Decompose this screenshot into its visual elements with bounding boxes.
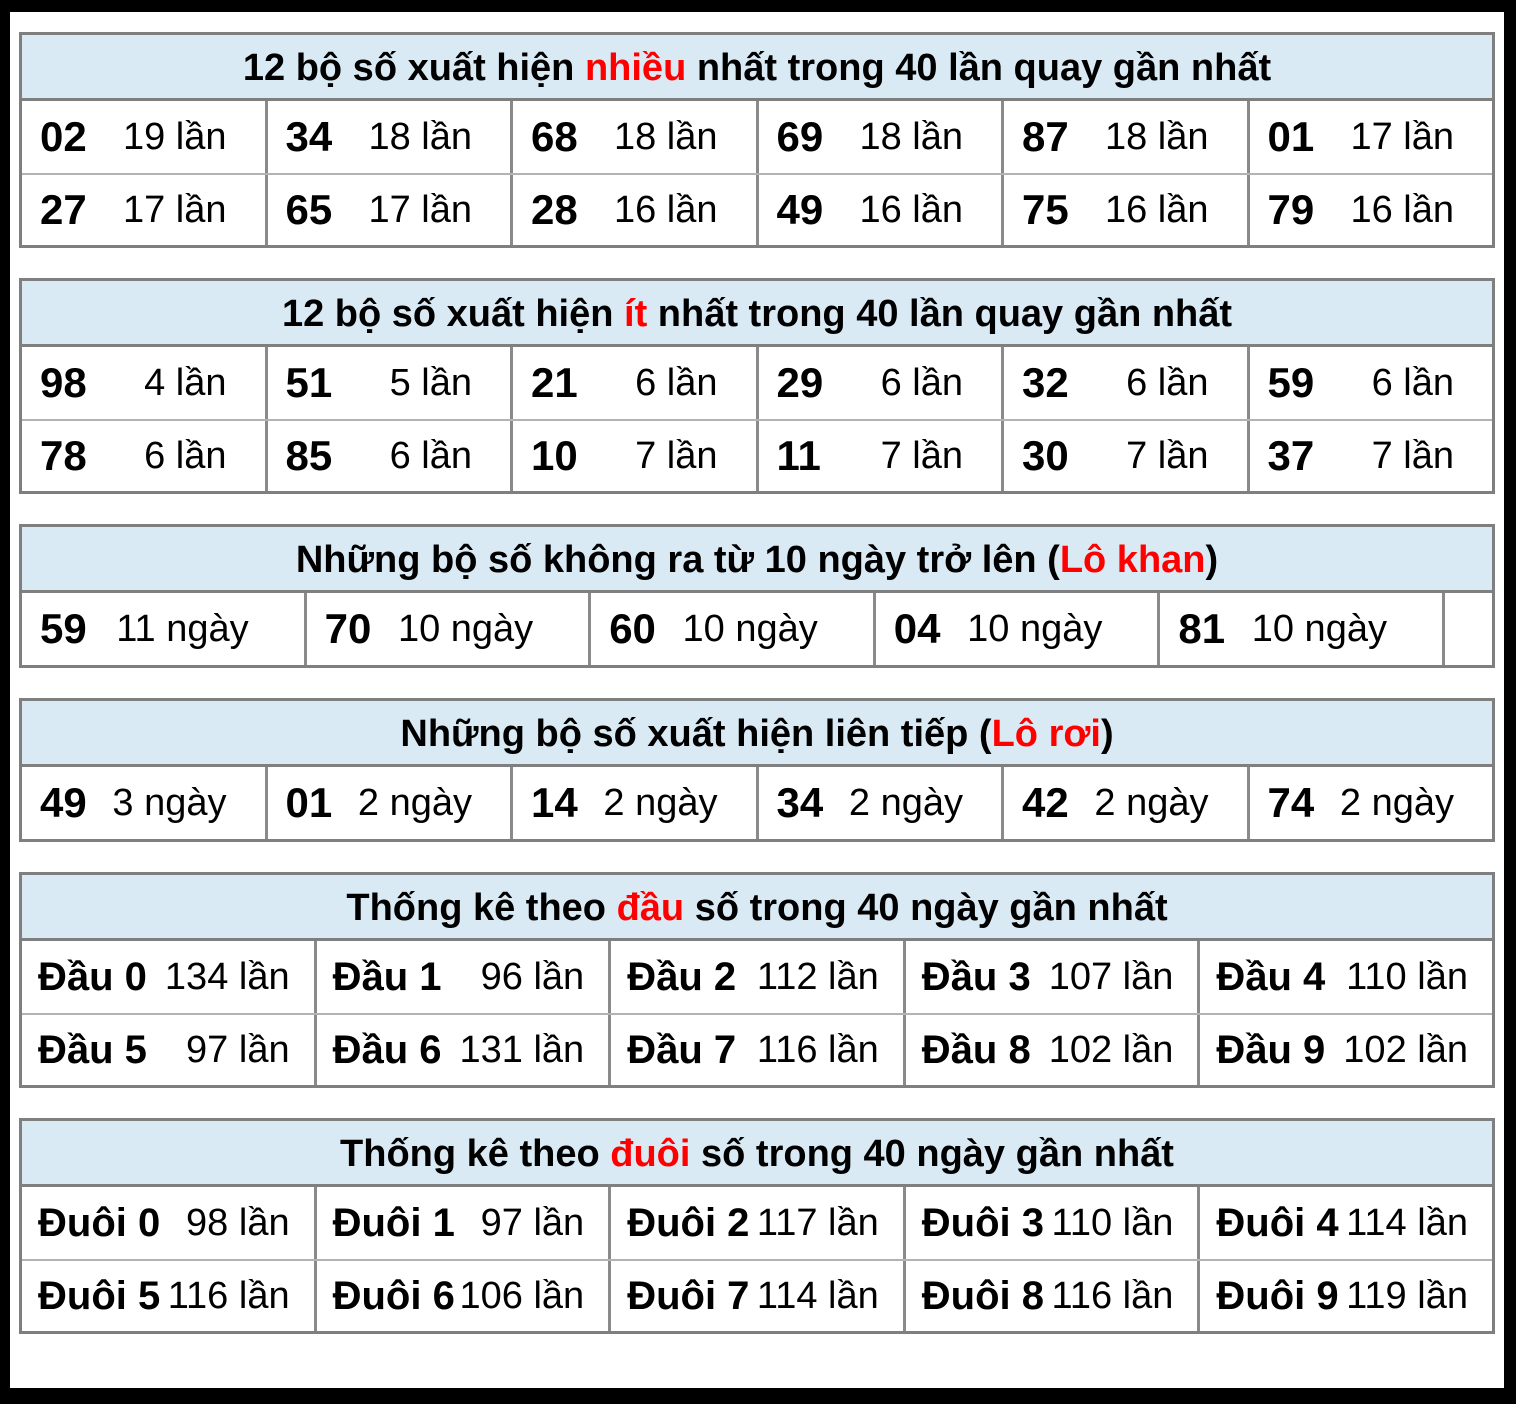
occurrence-count: 6 lần (1371, 361, 1454, 404)
stat-cell (314, 941, 609, 1013)
pair-number: 81 (1178, 605, 1226, 652)
pair-number: 21 (531, 359, 578, 406)
pair-number: 69 (776, 113, 824, 160)
pair-number: 74 (1267, 779, 1315, 826)
occurrence-count: 2 ngày (848, 781, 963, 824)
stat-cell (903, 941, 1198, 1013)
occurrence-count: 131 lần (459, 1028, 585, 1071)
stat-cell (314, 1015, 609, 1085)
occurrence-count: 16 lần (1350, 188, 1454, 231)
stat-cell (1247, 347, 1493, 419)
pair-number: 14 (531, 779, 578, 826)
table-row (22, 593, 1492, 665)
stat-cell (608, 1187, 903, 1259)
occurrence-count: 7 lần (1371, 434, 1454, 477)
stat-cell (903, 1187, 1198, 1259)
pair-number: 11 (776, 432, 821, 479)
pair-number: 02 (40, 113, 87, 160)
pair-number: 29 (776, 359, 824, 406)
table-row (22, 173, 1492, 245)
occurrence-count: 16 lần (1104, 188, 1209, 231)
table-lo-roi-title (22, 701, 1492, 767)
table-row (22, 101, 1492, 173)
stat-cell (22, 767, 265, 839)
stat-cell (608, 1015, 903, 1085)
occurrence-count: 102 lần (1343, 1028, 1468, 1071)
stat-cell (1197, 1187, 1492, 1259)
pair-number: Đầu 5 (38, 1027, 147, 1072)
stat-cell (510, 421, 756, 491)
occurrence-count: 6 lần (880, 361, 963, 404)
stat-cell (1001, 421, 1247, 491)
pair-number: Đầu 4 (1216, 954, 1326, 999)
empty-cell (1442, 593, 1492, 665)
pair-number: Đuôi 7 (627, 1273, 750, 1318)
title-text: 12 bộ số xuất hiện (281, 293, 625, 335)
stat-cell (510, 767, 756, 839)
pair-number: Đầu 3 (921, 954, 1031, 999)
occurrence-count: 3 ngày (112, 781, 227, 824)
stat-cell (1197, 1015, 1492, 1085)
occurrence-count: 17 lần (368, 188, 472, 231)
title-text: số trong 40 ngày gần nhất (690, 1133, 1174, 1175)
pair-number: 42 (1022, 779, 1069, 826)
occurrence-count: 18 lần (368, 115, 472, 158)
occurrence-count: 114 lần (756, 1274, 879, 1317)
pair-number: 34 (776, 779, 824, 826)
pair-number: Đuôi 9 (1216, 1273, 1339, 1318)
table-row (22, 1013, 1492, 1085)
occurrence-count: 6 lần (144, 434, 227, 477)
stat-cell (265, 347, 511, 419)
pair-number: Đuôi 6 (332, 1273, 455, 1318)
table-dau-stats-title (22, 875, 1492, 941)
stat-cell (873, 593, 1158, 665)
title-text: ) (1205, 539, 1219, 581)
occurrence-count: 134 lần (164, 955, 290, 998)
occurrence-count: 11 ngày (116, 607, 249, 650)
occurrence-count: 116 lần (167, 1274, 290, 1317)
table-most-frequent (19, 32, 1495, 248)
title-highlight: Lô rơi (991, 713, 1101, 755)
stat-cell (756, 175, 1002, 245)
table-lo-khan-title (22, 527, 1492, 593)
pair-number: 65 (285, 186, 333, 233)
pair-number: 30 (1022, 432, 1069, 479)
occurrence-count: 18 lần (1104, 115, 1209, 158)
table-body (22, 767, 1492, 839)
stat-cell (1157, 593, 1442, 665)
stat-cell (265, 421, 511, 491)
title-text: Những bộ số xuất hiện liên tiếp ( (400, 713, 992, 755)
stat-cell (22, 941, 314, 1013)
occurrence-count: 102 lần (1048, 1028, 1174, 1071)
pair-number: 78 (40, 432, 87, 479)
occurrence-count: 4 lần (144, 361, 227, 404)
occurrence-count: 112 lần (756, 955, 879, 998)
title-highlight: ít (624, 293, 648, 335)
title-highlight: đuôi (610, 1133, 691, 1175)
stat-cell (1247, 421, 1493, 491)
occurrence-count: 2 ngày (1094, 781, 1209, 824)
title-text: Thống kê theo (340, 1133, 611, 1175)
title-text: nhất trong 40 lần quay gần nhất (647, 293, 1233, 335)
occurrence-count: 10 ngày (682, 607, 818, 650)
table-most-frequent-title (22, 35, 1492, 101)
stat-cell (1001, 175, 1247, 245)
pair-number: Đầu 1 (332, 954, 442, 999)
occurrence-count: 7 lần (1126, 434, 1209, 477)
stat-cell (608, 1261, 903, 1331)
pair-number: 01 (1267, 113, 1315, 160)
pair-number: 68 (531, 113, 578, 160)
stat-cell (265, 101, 511, 173)
occurrence-count: 10 ngày (967, 607, 1103, 650)
table-dau-stats (19, 872, 1495, 1088)
stat-cell (903, 1015, 1198, 1085)
stat-cell (314, 1261, 609, 1331)
pair-number: Đầu 6 (332, 1027, 442, 1072)
pair-number: Đầu 0 (38, 954, 147, 999)
title-text: Những bộ số không ra từ 10 ngày trở lên ( (295, 539, 1060, 581)
occurrence-count: 97 lần (480, 1201, 585, 1244)
table-duoi-stats-title (22, 1121, 1492, 1187)
pair-number: 98 (40, 359, 87, 406)
stat-cell (1001, 101, 1247, 173)
pair-number: Đuôi 2 (627, 1200, 750, 1245)
occurrence-count: 18 lần (859, 115, 963, 158)
occurrence-count: 98 lần (186, 1201, 290, 1244)
pair-number: 70 (324, 605, 372, 652)
stat-cell (265, 175, 511, 245)
occurrence-count: 17 lần (1350, 115, 1454, 158)
stat-cell (314, 1187, 609, 1259)
table-body (22, 1187, 1492, 1331)
stat-cell (1001, 767, 1247, 839)
pair-number: Đầu 8 (921, 1027, 1031, 1072)
occurrence-count: 5 lần (389, 361, 472, 404)
pair-number: 27 (40, 186, 87, 233)
pair-number: 34 (285, 113, 333, 160)
table-least-frequent-title (22, 281, 1492, 347)
occurrence-count: 7 lần (635, 434, 718, 477)
stat-cell (22, 421, 265, 491)
stat-cell (22, 101, 265, 173)
pair-number: 59 (1267, 359, 1315, 406)
pair-number: 49 (776, 186, 824, 233)
occurrence-count: 18 lần (613, 115, 718, 158)
pair-number: 04 (893, 605, 941, 652)
table-row (22, 941, 1492, 1013)
stat-cell (22, 1187, 314, 1259)
stat-cell (22, 175, 265, 245)
occurrence-count: 116 lần (1051, 1274, 1174, 1317)
occurrence-count: 16 lần (613, 188, 718, 231)
stat-cell (608, 941, 903, 1013)
title-text: nhất trong 40 lần quay gần nhất (686, 47, 1272, 89)
table-row (22, 1187, 1492, 1259)
table-least-frequent (19, 278, 1495, 494)
title-text: 12 bộ số xuất hiện (242, 47, 585, 89)
stat-cell (1197, 941, 1492, 1013)
occurrence-count: 117 lần (756, 1201, 879, 1244)
stat-cell (22, 347, 265, 419)
stat-cell (756, 347, 1002, 419)
stat-cell (510, 101, 756, 173)
occurrence-count: 17 lần (122, 188, 227, 231)
title-highlight: đầu (616, 887, 685, 929)
occurrence-count: 2 ngày (357, 781, 472, 824)
occurrence-count: 97 lần (186, 1028, 290, 1071)
stat-cell (22, 1261, 314, 1331)
pair-number: 49 (40, 779, 87, 826)
occurrence-count: 7 lần (880, 434, 963, 477)
occurrence-count: 2 ngày (1339, 781, 1454, 824)
title-text: ) (1100, 713, 1114, 755)
pair-number: 60 (609, 605, 656, 652)
stat-cell (1197, 1261, 1492, 1331)
pair-number: 79 (1267, 186, 1315, 233)
occurrence-count: 10 ngày (1251, 607, 1387, 650)
stat-cell (510, 175, 756, 245)
pair-number: Đầu 7 (627, 1027, 737, 1072)
table-row (22, 1259, 1492, 1331)
stat-cell (1247, 767, 1493, 839)
table-body (22, 101, 1492, 245)
stat-cell (1247, 175, 1493, 245)
occurrence-count: 110 lần (1051, 1201, 1174, 1244)
occurrence-count: 107 lần (1048, 955, 1174, 998)
occurrence-count: 114 lần (1346, 1201, 1468, 1244)
stat-cell (756, 421, 1002, 491)
pair-number: 32 (1022, 359, 1069, 406)
table-body (22, 347, 1492, 491)
table-lo-roi (19, 698, 1495, 842)
occurrence-count: 16 lần (859, 188, 963, 231)
occurrence-count: 19 lần (122, 115, 227, 158)
stat-cell (1001, 347, 1247, 419)
pair-number: Đuôi 1 (332, 1200, 455, 1245)
pair-number: Đuôi 0 (38, 1200, 161, 1245)
occurrence-count: 96 lần (480, 955, 585, 998)
stat-cell (1247, 101, 1493, 173)
stat-cell (510, 347, 756, 419)
table-body (22, 941, 1492, 1085)
table-duoi-stats (19, 1118, 1495, 1334)
pair-number: Đuôi 3 (921, 1200, 1045, 1245)
stat-cell (903, 1261, 1198, 1331)
table-row (22, 419, 1492, 491)
table-row (22, 347, 1492, 419)
pair-number: 51 (285, 359, 333, 406)
stat-cell (588, 593, 873, 665)
title-highlight: nhiều (584, 47, 687, 89)
pair-number: 59 (40, 605, 87, 652)
occurrence-count: 6 lần (635, 361, 718, 404)
pair-number: 75 (1022, 186, 1069, 233)
pair-number: 01 (285, 779, 333, 826)
title-text: số trong 40 ngày gần nhất (684, 887, 1168, 929)
pair-number: 85 (285, 432, 333, 479)
stat-cell (265, 767, 511, 839)
occurrence-count: 2 ngày (603, 781, 718, 824)
stat-cell (756, 101, 1002, 173)
title-text: Thống kê theo (346, 887, 617, 929)
occurrence-count: 106 lần (459, 1274, 585, 1317)
pair-number: Đầu 2 (627, 954, 737, 999)
occurrence-count: 119 lần (1346, 1274, 1468, 1317)
pair-number: Đuôi 4 (1216, 1200, 1339, 1245)
title-highlight: Lô khan (1059, 539, 1206, 581)
table-row (22, 767, 1492, 839)
occurrence-count: 116 lần (756, 1028, 879, 1071)
stat-cell (22, 1015, 314, 1085)
occurrence-count: 10 ngày (397, 607, 534, 650)
pair-number: 87 (1022, 113, 1069, 160)
pair-number: 28 (531, 186, 578, 233)
stat-cell (756, 767, 1002, 839)
pair-number: Đuôi 8 (921, 1273, 1045, 1318)
pair-number: Đầu 9 (1216, 1027, 1326, 1072)
pair-number: Đuôi 5 (38, 1273, 161, 1318)
pair-number: 37 (1267, 432, 1315, 479)
table-lo-khan (19, 524, 1495, 668)
occurrence-count: 6 lần (389, 434, 472, 477)
table-body (22, 593, 1492, 665)
stats-panel (10, 12, 1504, 1388)
occurrence-count: 110 lần (1346, 955, 1468, 998)
occurrence-count: 6 lần (1126, 361, 1209, 404)
stat-cell (304, 593, 589, 665)
pair-number: 10 (531, 432, 578, 479)
stat-cell (22, 593, 304, 665)
